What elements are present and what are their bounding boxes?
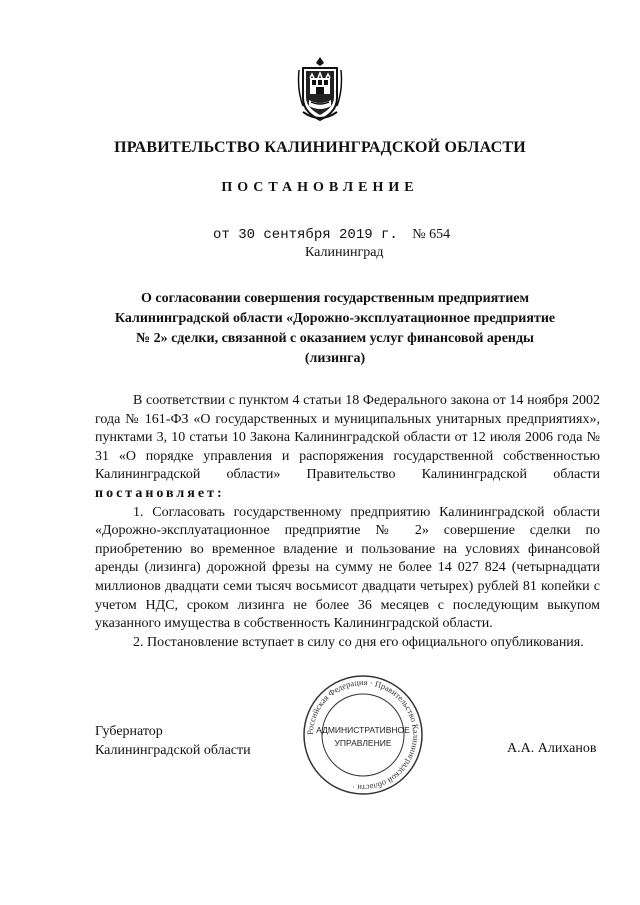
document-number: № 654	[412, 227, 451, 242]
position-line-2: Калининградской области	[95, 743, 251, 758]
stamp-center-line-1: АДМИНИСТРАТИВНОЕ	[316, 725, 410, 735]
document-subject: О согласовании совершения государственным предприятием Калининградской области «Дорожно-эксплуатационное предприятие № 2» сделки, связанной с оказанием услуг финансовой аренды (лизинга)	[114, 291, 556, 366]
preamble-paragraph	[95, 392, 600, 504]
government-title: ПРАВИТЕЛЬСТВО КАЛИНИНГРАДСКОЙ ОБЛАСТИ	[114, 139, 526, 156]
document-date: от 30 сентября 2019 г.	[213, 227, 398, 243]
item-2-paragraph: 2. Постановление вступает в силу со дня его официального опубликования.	[133, 634, 584, 650]
document-body	[95, 392, 600, 652]
signatory-name: А.А. Алиханов	[507, 741, 597, 756]
official-stamp	[301, 673, 425, 797]
date-line	[213, 227, 450, 243]
city: Калининград	[305, 245, 384, 260]
stamp-center-line-2: УПРАВЛЕНИЕ	[334, 738, 392, 748]
decree-word: постановляет:	[95, 485, 225, 501]
position-line-1: Губернатор	[95, 724, 163, 739]
stamp-ring-text: Российская Федерация · Правительство Калининградской области ·	[304, 676, 422, 794]
coat-of-arms-icon	[297, 56, 343, 122]
preamble-text: В соответствии с пунктом 4 статьи 18 Федерального закона от 14 ноября 2002 года № 161-ФЗ «О государственных и муниципальных унитарных предприятиях», пунктами 3, 10 статьи 10 Закона Калининградской области от 12 июля 2006 года № 31 «О порядке управления и распоряжения государственной собственностью Калининградской области» Правительство Калининградской области	[95, 393, 600, 483]
item-1-paragraph: 1. Согласовать государственному предприятию Калининградской области «Дорожно-эксплуатационное предприятие № 2» совершение сделки по приобретению во временное владение и пользование на условиях финансовой аренды (лизинга) дорожной фрезы на сумму не более 14 027 824 (четырнадцати миллионов двадцати семи тысяч восьмисот двадцати четырех) рублей 81 копейки с учетом НДС, сроком лизинга не более 36 месяцев с последующим выкупом указанного имущества в собственность Калининградской области.	[95, 504, 600, 632]
document-type: ПОСТАНОВЛЕНИЕ	[221, 180, 419, 195]
signatory-position	[95, 722, 251, 760]
